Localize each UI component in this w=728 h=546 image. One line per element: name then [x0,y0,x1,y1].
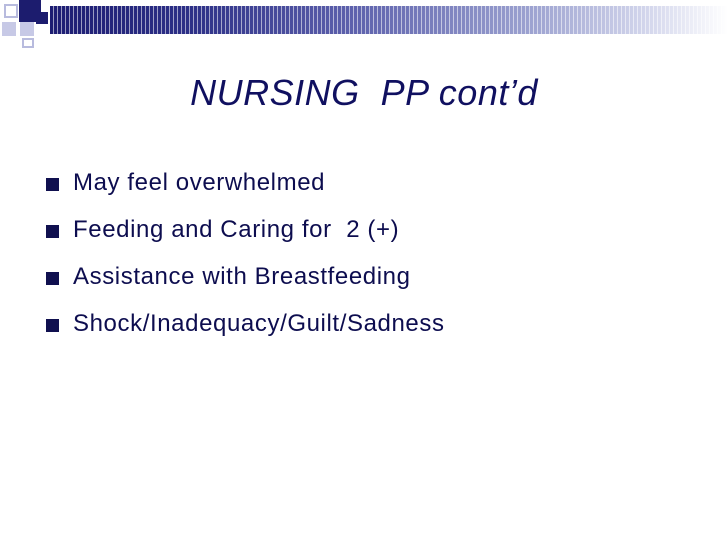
decor-square-light-2 [20,22,34,36]
bullet-text: Feeding and Caring for 2 (+) [73,216,400,243]
decor-square-navy-2 [36,12,48,24]
list-item [46,260,411,307]
bullet-list [46,166,445,354]
bullet-text: May feel overwhelmed [73,169,326,196]
bullet-text: Shock/Inadequacy/Guilt/Sadness [73,310,445,337]
header-gradient-band [50,6,728,34]
slide-title: NURSING PP cont’d [190,72,538,113]
square-bullet-icon [46,225,59,238]
list-item [46,307,445,354]
decor-square-light-1 [2,22,16,36]
list-item [46,166,326,213]
square-bullet-icon [46,178,59,191]
decor-square-outline-2 [22,38,34,48]
square-bullet-icon [46,319,59,332]
decor-square-outline-1 [4,4,18,18]
bullet-text: Assistance with Breastfeeding [73,263,411,290]
list-item [46,213,400,260]
square-bullet-icon [46,272,59,285]
